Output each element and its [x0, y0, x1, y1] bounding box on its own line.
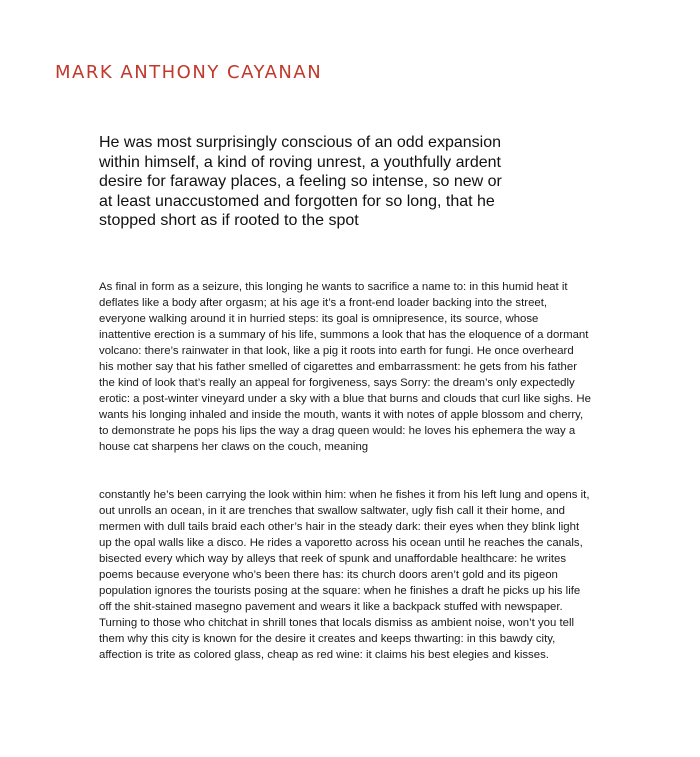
- author-name: MARK ANTHONY CAYANAN: [55, 62, 323, 83]
- body-paragraph-1: As final in form as a seizure, this longing he wants to sacrifice a name to: in this humid heat it deflates like a body after orgasm; at his age it’s a front-end loader backing into the street, everyone walking around it in hurried steps: its goal is omnipresence, its source, whose inattentive erection is a summary of his life, summons a look that has the eloquence of a dormant volcano: there’s rainwater in that look, like a pig it roots into earth for fungi. He once overheard his mother say that his father smelled of cigarettes and embarrassment: he gets from his father the kind of look that’s really an appeal for forgiveness, says Sorry: the dream’s only expectedly erotic: a post-winter vineyard under a sky with a blue that burns and clouds that curl like sighs. He wants his longing inhaled and inside the mouth, wants it with notes of apple blossom and cherry, to demonstrate he pops his lips the way a drag queen would: he loves his ephemera the way a house cat sharpens her claws on the couch, meaning: [99, 281, 591, 453]
- body-paragraph-2: constantly he’s been carrying the look within him: when he fishes it from his left lung and opens it, out unrolls an ocean, in it are trenches that swallow saltwater, ugly fish call it their home, and mermen with dull tails braid each other’s hair in the steady dark: their eyes when they blink light up the opal walls like a disco. He rides a vaporetto across his ocean until he reaches the canals, bisected every which way by alleys that reek of spunk and unaffordable healthcare: he writes poems because everyone who’s been there has: its church doors aren’t gold and its pigeon population ignores the tourists posing at the square: when he finishes a draft he picks up his life off the shit-stained masegno pavement and wears it like a backpack stuffed with newspaper. Turning to those who chitchat in shrill tones that locals dismiss as ambient noise, won’t you tell them why this city is known for the desire it creates and keeps thwarting: in this bawdy city, affection is trite as colored glass, cheap as red wine: it claims his best elegies and kisses.: [99, 489, 590, 661]
- epigraph: He was most surprisingly conscious of an odd expansion within himself, a kind of roving unrest, a youthfully ardent desire for faraway places, a feeling so intense, so new or at least unaccustomed and forgotten for so long, that he stopped short as if rooted to the spot: [99, 134, 502, 230]
